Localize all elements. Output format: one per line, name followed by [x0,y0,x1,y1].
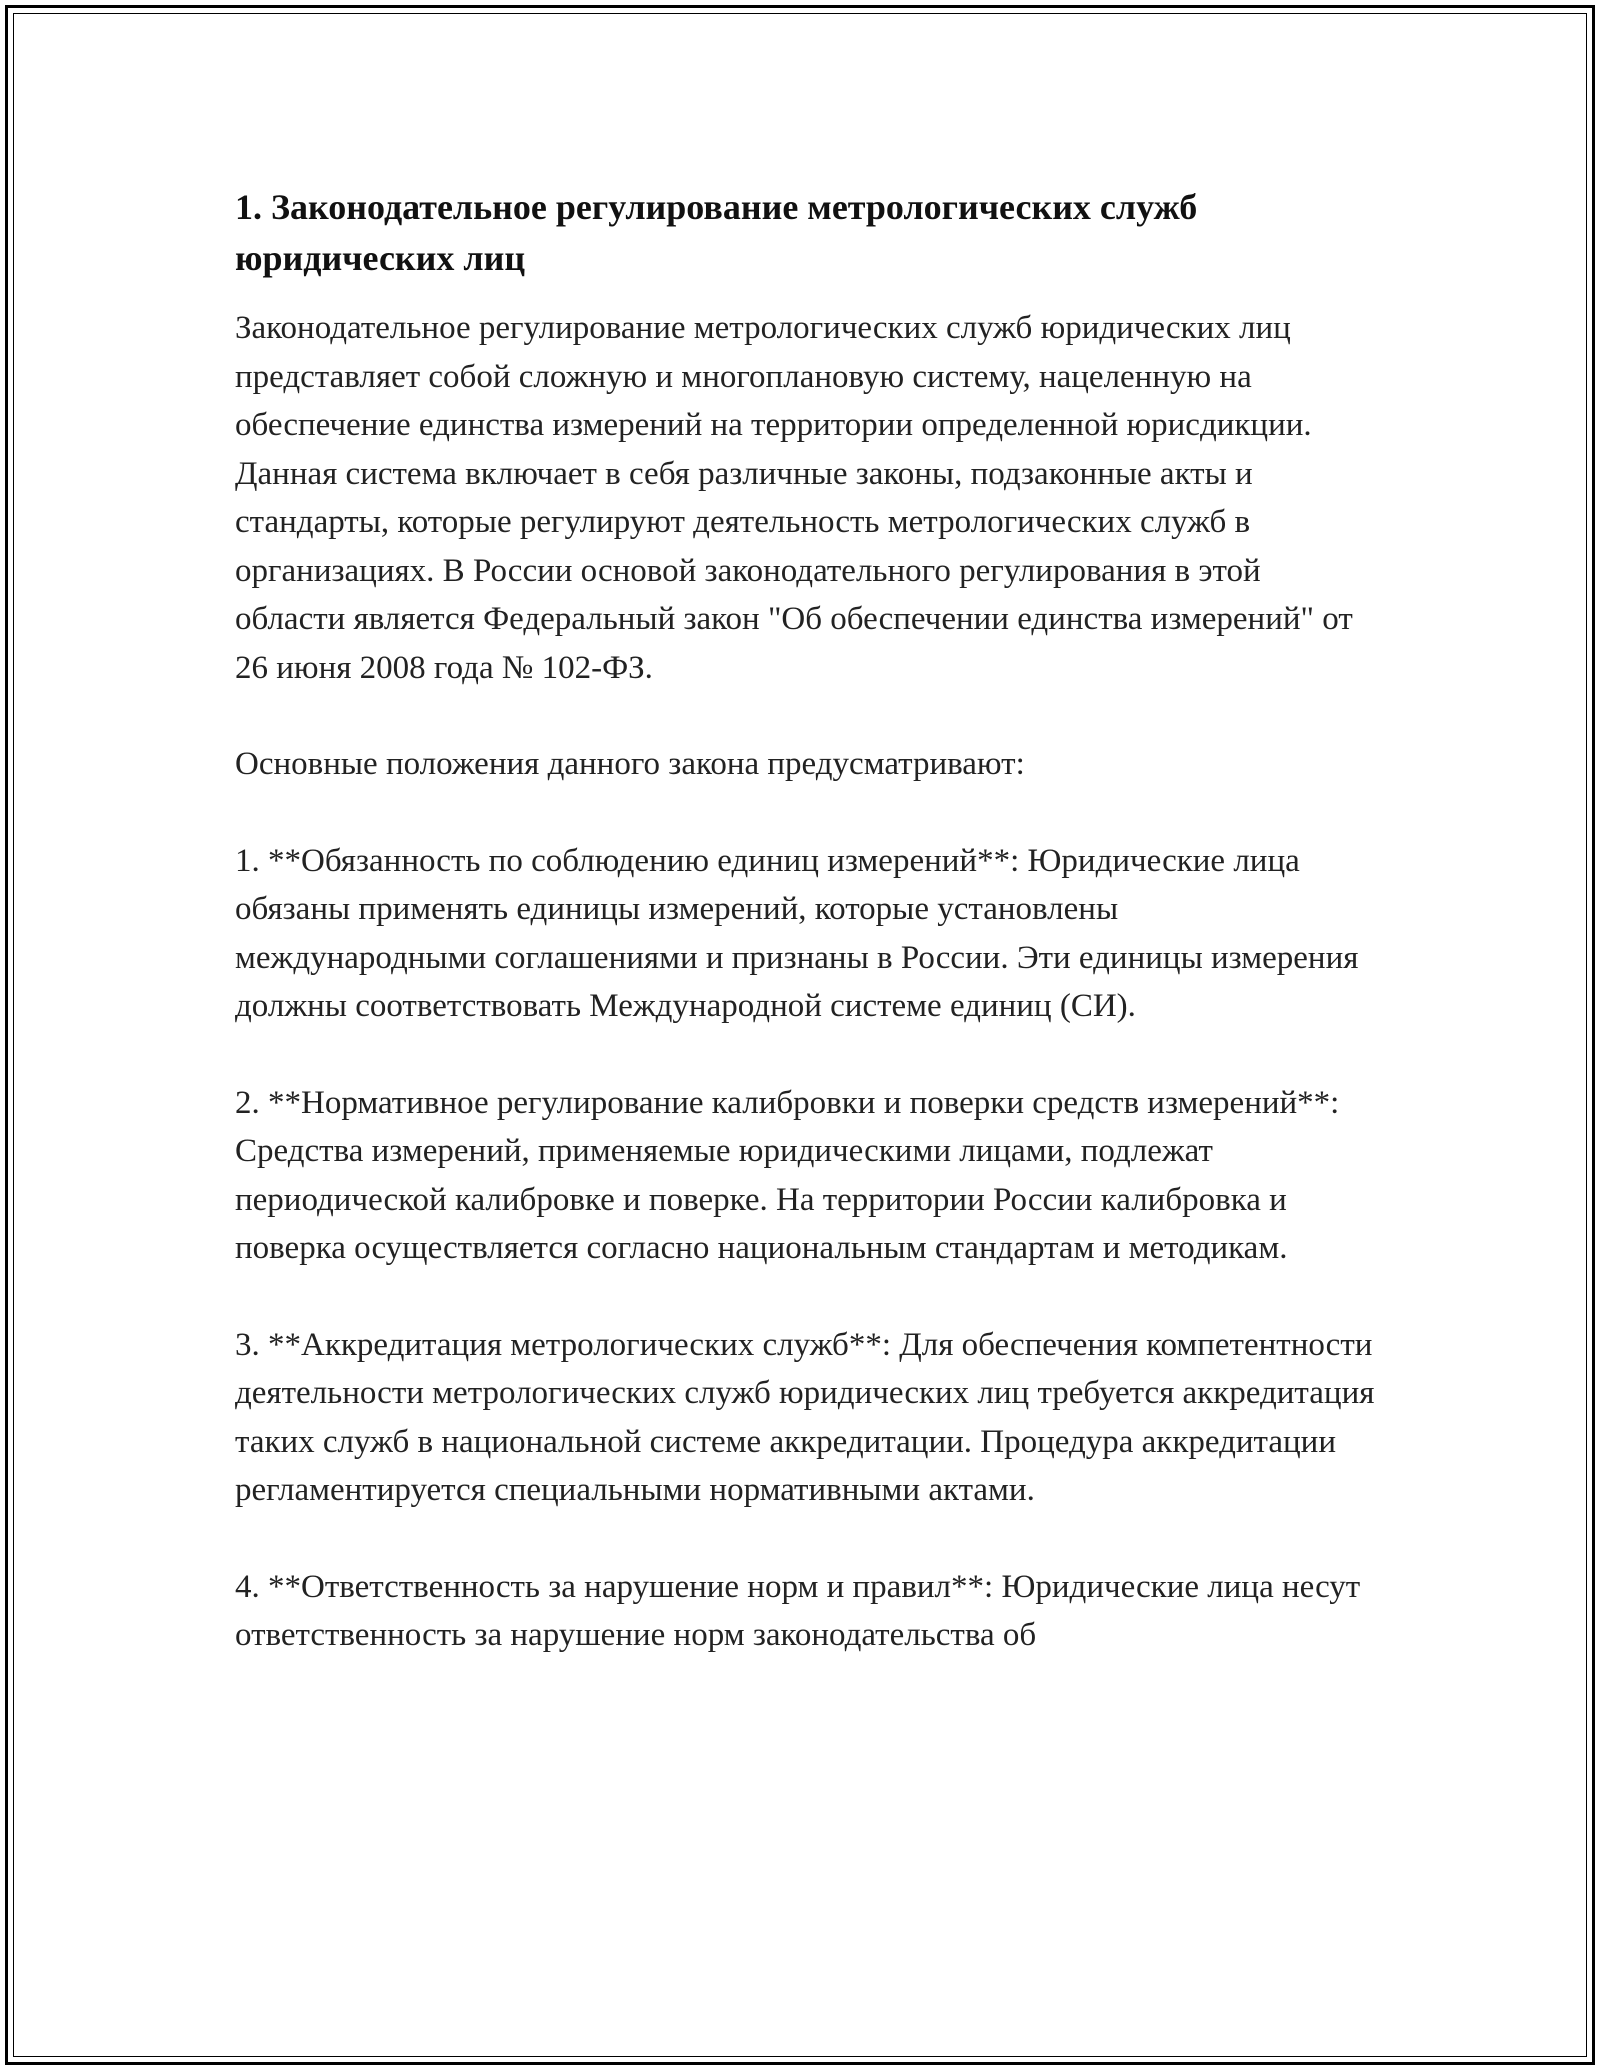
provision-item-3: 3. **Аккредитация метрологических служб**: Для обеспечения компетентности деятельности метрологических служб юридических лиц требуется аккредитация таких служб в национальной системе аккредитации. Процедура аккредитации регламентируется специальными нормативными актами. [235,1326,1375,1508]
provision-item-4: 4. **Ответственность за нарушение норм и правил**: Юридические лица несут ответственность за нарушение норм законодательства об [235,1568,1361,1653]
section-heading: 1. Законодательное регулирование метрологических служб юридических лиц [235,187,1198,278]
document-body [235,182,1375,1708]
intro-paragraph: Законодательное регулирование метрологических служб юридических лиц представляет собой сложную и многоплановую систему, нацеленную на обеспечение единства измерений на территории определенной юрисдикции. Данная система включает в себя различные законы, подзаконные акты и стандарты, которые регулируют деятельность метрологических служб в организациях. В России основой законодательного регулирования в этой области является Федеральный закон "Об обеспечении единства измерений" от 26 июня 2008 года № 102-ФЗ. [235,310,1353,686]
provisions-lead: Основные положения данного закона предусматривают: [235,746,1025,782]
provision-item-1: 1. **Обязанность по соблюдению единиц измерений**: Юридические лица обязаны применять единицы измерений, которые установлены международными соглашениями и признаны в России. Эти единицы измерения должны соответствовать Международной системе единиц (СИ). [235,842,1359,1024]
provision-item-2: 2. **Нормативное регулирование калибровки и поверки средств измерений**: Средства измерений, применяемые юридическими лицами, подлежат периодической калибровке и поверке. На территории России калибровка и поверка осуществляется согласно национальным стандартам и методикам. [235,1084,1340,1266]
